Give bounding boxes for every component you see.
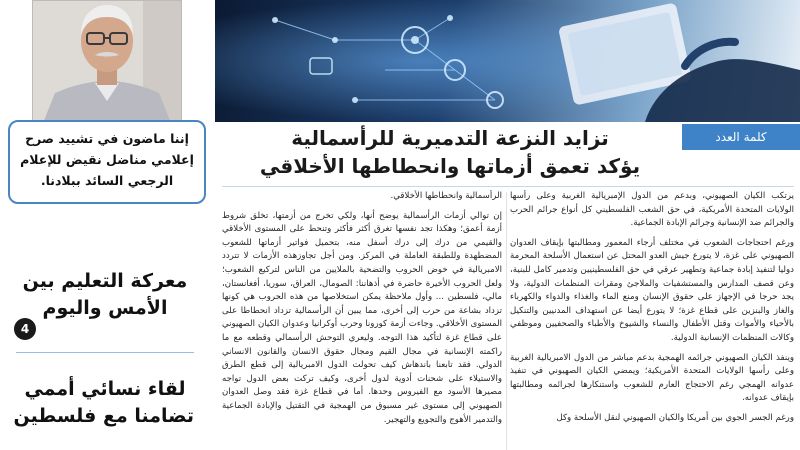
sidebar	[0, 0, 214, 450]
article-column-left	[222, 190, 502, 450]
feature-headline-line: لقاء نسائي أممي	[24, 378, 186, 400]
article-headline	[222, 124, 678, 180]
headline-line: تزايد النزعة التدميرية للرأسمالية	[291, 126, 609, 150]
feature-headline-line: الأمس واليوم	[42, 297, 168, 319]
editorial-quote-box	[8, 120, 206, 204]
column-divider	[506, 192, 507, 450]
section-label: كلمة العدد	[682, 124, 800, 150]
feature-headline-line: تضامنا مع فلسطين	[13, 405, 194, 427]
quote-line: إننا ماضون في تشييد صرح	[25, 131, 189, 146]
quote-line: الرجعي السائد ببلادنا.	[40, 173, 174, 188]
paragraph: الرأسمالية وانحطاطها الأخلاقي.	[390, 191, 502, 201]
paragraph: إن توالي أزمات الرأسمالية يوضح أنها، ولكي تخرج من أزمتها، تخلق شروط أزمة أعمق؛ وهكذا تجد نفسها تغرق أكثر فأكثر وتنحط على المستوى الأخلاقي والقيمي من درك إلى درك أسفل منه، بتحميل فواتير أزماتها للشعوب المضطهدة وللطبقة العاملة في المركز. ومن أجل تجاوزهذه الأزمات لا تتردد الامبريالية في خوض الحروب والتضحية بالملايين من الناس لتركيع الشعوب؛ ولعل الحروب الأخيرة حاضرة في أذهاننا: الصومال، العراق، سوريا، أفغانستان، مالي، فلسطين ... وأول ملاحظة يمكن استخلاصها من هذه الحروب هي كونها تزداد بشاعة من حرب إلى أخرى، مما يبين أن الرأسمالية تزداد انحطاطا على المستوى الأخلاقي. وجاءت أزمة كورونا وحرب أوكرانيا وعدوان الكيان الصهيوني على قطاع غزة لتأكيد هذا التوجه. وليعري التوحش الرأسمالي وقطعه مع ما راكمته الإنسانية في مجال القيم ومجال حقوق الانسان والقانون الانساني الدولي. فقد تابعنا باندهاش كيف تحولت الدول الامبريالية إلى قطع الطرق والاستيلاء على شحنات أدوية لدول أخرى، وكيف تركت بعض الدول تواجه مصيرها الأسود مع الفيروس وحدها. أما في قطاع غزة فقد وصل العدوان الصهيوني إلى مستوى غير مسبوق من الهمجية في التقتيل والإبادة الجماعية والتدمير الأهوج والتجويع والتهجير.	[222, 210, 502, 425]
paragraph: وينفذ الكيان الصهيوني جرائمه الهمجية بدعم مباشر من الدول الامبريالية الغربية وعلى رأسها الولايات المتحدة الأمريكية؛ ويمضي الكيان الصهيوني في تنفيذ عدوانه الهمجي رغم الاحتجاج العارم للشعوب واستنكارها لجرائمه ومطالبتها بإيقاف عدوانه.	[510, 352, 794, 404]
paragraph: يرتكب الكيان الصهيوني، وبدعم من الدول الإمبريالية الغربية وعلى رأسها الولايات المتحدة الأمريكية، في حق الشعب الفلسطيني كل أنواع جرائم الحرب والجرائم ضد الإنسانية وجرائم الإبادة الجماعية.	[510, 191, 794, 229]
author-portrait	[32, 0, 182, 124]
portrait-photo-icon	[33, 1, 181, 123]
sidebar-divider	[16, 352, 194, 353]
headline-line: يؤكد تعمق أزماتها وانحطاطها الأخلاقي	[259, 154, 641, 178]
article-column-right	[510, 190, 794, 450]
page-number-badge: 4	[14, 318, 36, 340]
paragraph: ورغم احتجاجات الشعوب في مختلف أرجاء المعمور ومطالبتها بإيقاف العدوان الصهيوني على غزة، لا يتورع جيش العدو المحتل عن استعمال الأسلحة المحرمة دوليا لتنفيذ إبادة جماعية وتطهير عرقي في حق الفلسطينيين وتدمير كامل للبنية، وعن قصف المدارس والمستشفيات والملاجئ ومقرات المنظمات الدولية، ولا يجد حرجا في الإجهاز على حقوق الإنسان ومنع الماء والغذاء والدواء والكهرباء والغاز والبنزين على قطاع غزة؛ لا يتورع أيضا عن استهداف المدنيين والتنكيل بالأحياء والأموات وقتل الأطفال والنساء والشيوخ والأطباء والصحفيين وموظفي وكالات المنظمات الإنسانية الدولية.	[510, 237, 794, 343]
paragraph: ورغم الجسر الجوي بين أمريكا والكيان الصهيوني لنقل الأسلحة وكل	[556, 412, 794, 423]
headline-divider	[222, 186, 794, 187]
technology-network-icon	[215, 0, 800, 122]
feature-headline-women-meeting[interactable]	[13, 376, 194, 430]
feature-headline-education[interactable]	[16, 268, 194, 322]
quote-line: إعلامي مناضل نقيض للإعلام	[20, 152, 194, 167]
feature-headline-line: معركة التعليم بين	[22, 270, 188, 292]
hero-image	[215, 0, 800, 122]
